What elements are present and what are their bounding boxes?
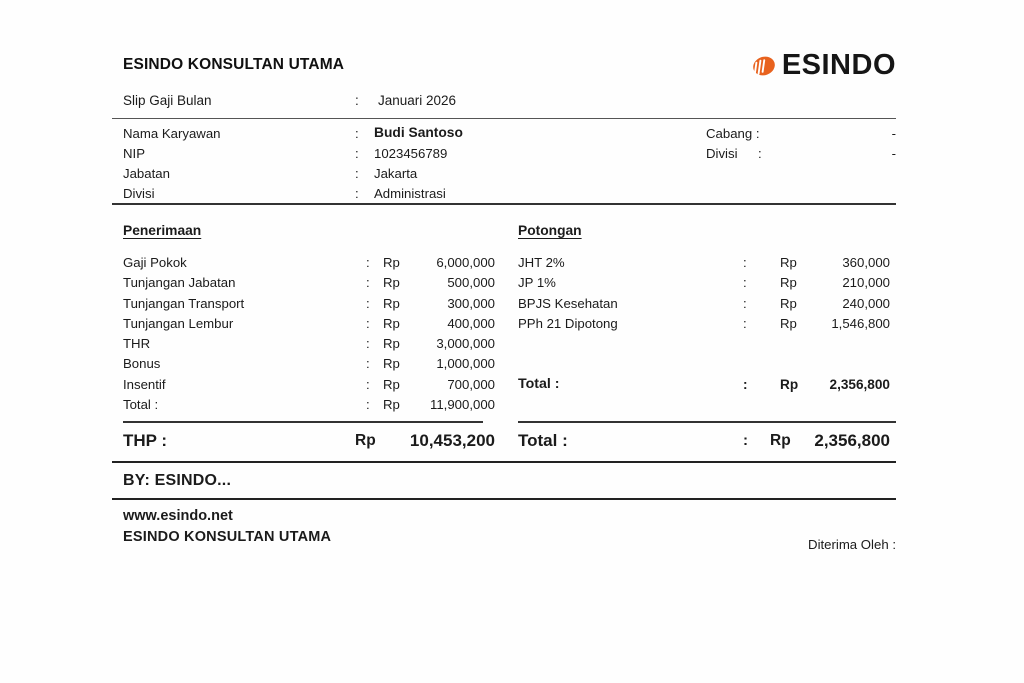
slip-month-value: Januari 2026 — [378, 93, 457, 108]
deductions-column — [518, 223, 890, 397]
earnings-total-colon: : — [366, 397, 370, 413]
table-row — [112, 164, 896, 184]
footer-company: ESINDO KONSULTAN UTAMA — [123, 529, 332, 545]
table-row — [518, 296, 890, 316]
earning-colon: : — [366, 376, 370, 392]
employee-jabatan-colon: : — [355, 166, 359, 181]
by-line: BY: ESINDO... — [123, 472, 232, 489]
employee-name-colon: : — [355, 126, 359, 141]
deduction-currency: Rp — [780, 275, 797, 291]
slip-month-row — [112, 88, 896, 118]
employee-divisi-colon: : — [355, 186, 359, 201]
branch-row — [696, 124, 896, 144]
earning-label: Tunjangan Lembur — [123, 315, 234, 331]
branch-label: Cabang : — [706, 126, 760, 141]
deduction-amount: 240,000 — [842, 295, 890, 311]
earnings-heading: Penerimaan — [123, 223, 202, 238]
earning-colon: : — [366, 275, 370, 291]
deduction-total-label: Total : — [518, 431, 568, 450]
thp-currency: Rp — [355, 432, 376, 449]
earning-currency: Rp — [383, 295, 400, 311]
side-divisi-label: Divisi — [706, 146, 738, 161]
deduction-currency: Rp — [780, 295, 797, 311]
earning-currency: Rp — [383, 315, 400, 331]
receiver-label: Diterima Oleh : — [808, 537, 896, 552]
deduction-currency: Rp — [780, 255, 797, 270]
deductions-total-row — [518, 377, 890, 397]
employee-nip-value: 1023456789 — [374, 146, 448, 161]
deduction-total-colon: : — [743, 432, 748, 449]
document-footer — [112, 465, 896, 552]
logo-wordmark: ESINDO — [781, 49, 896, 81]
employee-info-block — [112, 119, 896, 203]
earning-amount: 1,000,000 — [436, 356, 495, 372]
page-title: ESINDO KONSULTAN UTAMA — [123, 56, 345, 73]
side-divisi-colon: : — [758, 146, 762, 161]
employee-jabatan-value: Jakarta — [374, 166, 418, 181]
earning-label: Insentif — [123, 376, 166, 392]
divider-summary-right — [518, 421, 896, 423]
earning-currency: Rp — [383, 356, 400, 372]
summary-block — [112, 421, 896, 463]
deduction-colon: : — [743, 255, 747, 270]
earning-colon: : — [366, 255, 370, 270]
earning-currency: Rp — [383, 376, 400, 392]
slip-month-colon: : — [355, 93, 359, 108]
table-row — [123, 316, 495, 336]
table-row — [123, 377, 495, 397]
earning-amount: 6,000,000 — [436, 255, 495, 270]
table-row — [123, 356, 495, 376]
logo-flame-icon — [751, 53, 777, 79]
deductions-total-amount: 2,356,800 — [829, 377, 890, 393]
slip-month-label: Slip Gaji Bulan — [123, 93, 212, 108]
deduction-label: BPJS Kesehatan — [518, 295, 618, 311]
earning-label: Gaji Pokok — [123, 255, 187, 270]
earnings-total-currency: Rp — [383, 397, 400, 413]
table-row — [112, 184, 896, 204]
deduction-label: JP 1% — [518, 275, 556, 291]
table-row — [518, 255, 890, 275]
deduction-colon: : — [743, 295, 747, 311]
document-header — [112, 44, 896, 84]
employee-divisi-value: Administrasi — [374, 186, 446, 201]
deductions-total-colon: : — [743, 377, 748, 393]
earnings-total-label: Total : — [123, 397, 159, 413]
earning-label: Bonus — [123, 356, 161, 372]
employee-name-label: Nama Karyawan — [123, 126, 221, 141]
table-row — [518, 316, 890, 336]
earning-label: Tunjangan Transport — [123, 295, 245, 311]
deduction-amount: 360,000 — [842, 255, 890, 270]
footer-website[interactable]: www.esindo.net — [123, 508, 233, 524]
branch-value: - — [891, 126, 896, 141]
earning-colon: : — [366, 336, 370, 352]
employee-divisi-label: Divisi — [123, 186, 155, 201]
earning-currency: Rp — [383, 275, 400, 291]
earnings-total-amount: 11,900,000 — [429, 397, 495, 413]
divider-summary-left — [123, 421, 483, 423]
deduction-total-currency: Rp — [770, 432, 791, 449]
divider-summary-bottom — [112, 461, 896, 463]
deduction-label: JHT 2% — [518, 255, 565, 270]
table-row — [123, 296, 495, 316]
employee-jabatan-label: Jabatan — [123, 166, 170, 181]
thp-label: THP : — [123, 431, 168, 450]
employee-nip-colon: : — [355, 146, 359, 161]
deductions-total-label: Total : — [518, 376, 560, 393]
earning-amount: 700,000 — [447, 376, 495, 392]
deduction-currency: Rp — [780, 315, 797, 331]
earning-amount: 3,000,000 — [436, 336, 495, 352]
earning-currency: Rp — [383, 336, 400, 352]
payslip-sheet — [112, 44, 896, 552]
employee-nip-label: NIP — [123, 146, 145, 161]
deduction-amount: 210,000 — [842, 275, 890, 291]
table-row — [123, 275, 495, 295]
earning-colon: : — [366, 295, 370, 311]
side-divisi-row — [696, 144, 896, 164]
deduction-colon: : — [743, 275, 747, 291]
earning-colon: : — [366, 315, 370, 331]
employee-name-value: Budi Santoso — [374, 125, 463, 140]
footer-text-block — [112, 500, 896, 545]
earning-amount: 400,000 — [447, 315, 495, 331]
table-row — [123, 336, 495, 356]
table-row — [123, 255, 495, 275]
deduction-label: PPh 21 Dipotong — [518, 315, 618, 331]
earnings-total-row — [123, 397, 495, 417]
deduction-total-amount: 2,356,800 — [814, 431, 890, 450]
thp-amount: 10,453,200 — [409, 431, 495, 450]
deduction-amount: 1,546,800 — [831, 315, 890, 331]
earning-currency: Rp — [383, 255, 400, 270]
esindo-logo — [751, 51, 896, 80]
earning-colon: : — [366, 356, 370, 372]
deductions-total-currency: Rp — [780, 377, 799, 393]
table-row — [518, 275, 890, 295]
earning-amount: 500,000 — [447, 275, 495, 291]
amount-columns — [112, 223, 896, 413]
earning-label: Tunjangan Jabatan — [123, 275, 236, 291]
earning-label: THR — [123, 336, 151, 352]
deductions-heading: Potongan — [518, 223, 582, 238]
deduction-colon: : — [743, 315, 747, 331]
earning-amount: 300,000 — [447, 295, 495, 311]
side-divisi-value: - — [891, 146, 896, 161]
earnings-column — [123, 223, 495, 417]
